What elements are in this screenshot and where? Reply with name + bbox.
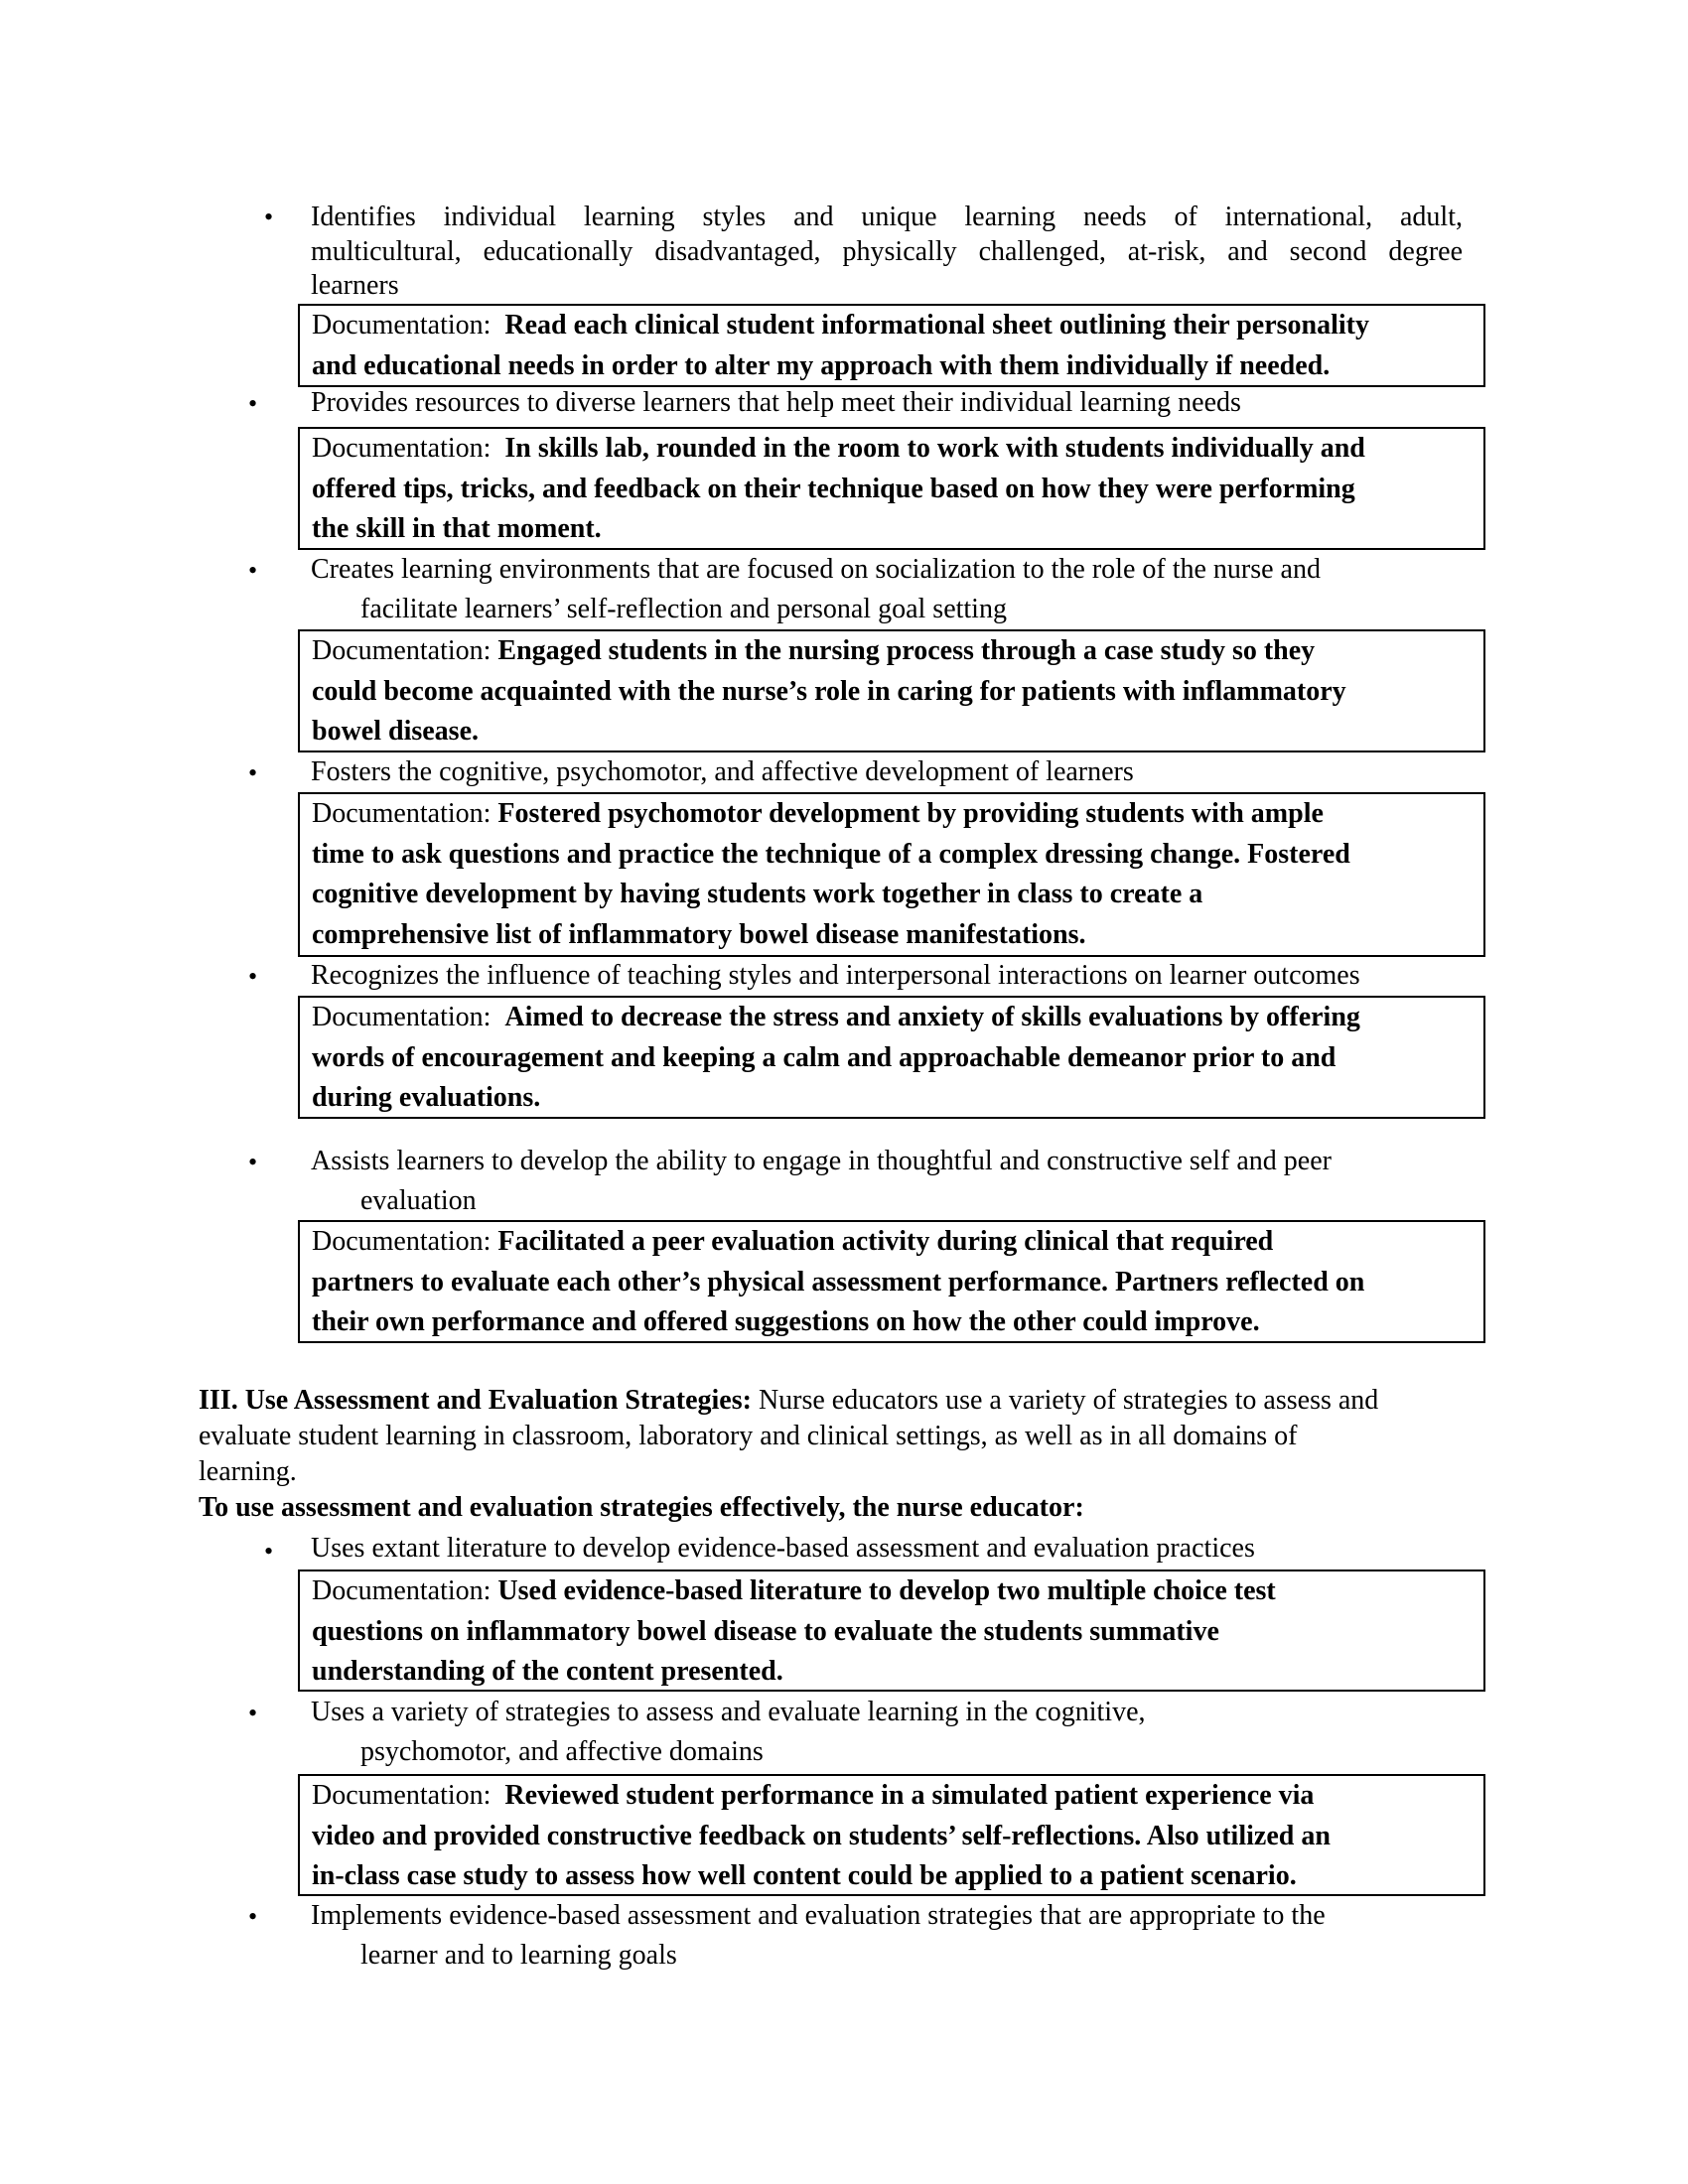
documentation-box bbox=[298, 427, 1485, 550]
documentation-line bbox=[312, 1222, 1483, 1263]
documentation-text: Fostered psychomotor development by providing students with ample bbox=[497, 798, 1324, 829]
documentation-label: Documentation: bbox=[312, 1780, 492, 1811]
criterion-line: psychomotor, and affective domains bbox=[360, 1736, 764, 1767]
criterion-text bbox=[311, 1142, 1332, 1221]
criterion-line: learners bbox=[311, 270, 399, 301]
section-3-intro-line bbox=[199, 1383, 1378, 1419]
bullet-icon: • bbox=[248, 1148, 258, 1176]
documentation-box bbox=[298, 1220, 1485, 1343]
documentation-line: video and provided constructive feedback on students’ self-reflections. Also utilized an bbox=[312, 1820, 1331, 1851]
documentation-label: Documentation: bbox=[312, 310, 492, 341]
criterion-line: Identifies individual learning styles and unique learning needs of international, adult, bbox=[311, 202, 1463, 232]
section-3-intro-line: learning. bbox=[199, 1456, 297, 1487]
documentation-line bbox=[312, 1776, 1483, 1817]
documentation-line: offered tips, tricks, and feedback on their technique based on how they were performing bbox=[312, 473, 1355, 504]
documentation-box bbox=[298, 629, 1485, 752]
criterion-line: Provides resources to diverse learners that help meet their individual learning needs bbox=[311, 387, 1241, 418]
documentation-text: In skills lab, rounded in the room to work with students individually and bbox=[504, 433, 1365, 464]
documentation-line: their own performance and offered suggestions on how the other could improve. bbox=[312, 1306, 1260, 1337]
bullet-icon: • bbox=[248, 389, 258, 418]
documentation-label: Documentation: bbox=[312, 433, 492, 464]
criterion-text bbox=[311, 1693, 1146, 1772]
documentation-line bbox=[312, 631, 1483, 672]
documentation-line: understanding of the content presented. bbox=[312, 1656, 783, 1687]
bullet-icon: • bbox=[248, 556, 258, 585]
section-3-intro bbox=[199, 1383, 1378, 1526]
bullet-icon: • bbox=[248, 1902, 258, 1931]
criterion-line: Uses extant literature to develop evidence-based assessment and evaluation practices bbox=[311, 1533, 1255, 1564]
documentation-box bbox=[298, 304, 1485, 387]
documentation-line: comprehensive list of inflammatory bowel disease manifestations. bbox=[312, 918, 1086, 950]
documentation-label: Documentation: bbox=[312, 1002, 492, 1032]
documentation-line: bowel disease. bbox=[312, 716, 479, 747]
documentation-text: Reviewed student performance in a simulated patient experience via bbox=[504, 1780, 1315, 1811]
criterion-line: multicultural, educationally disadvantaged, physically challenged, at-risk, and second degree bbox=[311, 235, 1463, 267]
documentation-box bbox=[298, 1570, 1485, 1692]
bullet-icon: • bbox=[248, 962, 258, 991]
documentation-line: in-class case study to assess how well content could be applied to a patient scenario. bbox=[312, 1860, 1297, 1891]
criterion-text bbox=[311, 383, 1241, 423]
section-3-intro-line: evaluate student learning in classroom, laboratory and clinical settings, as well as in all domains of bbox=[199, 1421, 1298, 1451]
bullet-icon: • bbox=[248, 1699, 258, 1727]
criterion-line: Uses a variety of strategies to assess and evaluate learning in the cognitive, bbox=[311, 1697, 1146, 1727]
criterion-line: learner and to learning goals bbox=[360, 1940, 677, 1971]
documentation-text: Read each clinical student informational sheet outlining their personality bbox=[504, 310, 1370, 341]
documentation-label: Documentation: bbox=[312, 798, 492, 829]
criterion-line: facilitate learners’ self-reflection and personal goal setting bbox=[360, 594, 1007, 624]
criterion-line: evaluation bbox=[360, 1185, 477, 1216]
section-3-intro-text: Nurse educators use a variety of strategies to assess and bbox=[751, 1385, 1379, 1416]
documentation-line: partners to evaluate each other’s physical assessment performance. Partners reflected on bbox=[312, 1266, 1365, 1297]
documentation-line: time to ask questions and practice the technique of a complex dressing change. Fostered bbox=[312, 838, 1350, 870]
bullet-icon: • bbox=[264, 203, 274, 231]
criterion-line: Recognizes the influence of teaching styles and interpersonal interactions on learner outcomes bbox=[311, 960, 1360, 991]
documentation-line: could become acquainted with the nurse’s role in caring for patients with inflammatory bbox=[312, 675, 1346, 707]
documentation-text: Engaged students in the nursing process through a case study so they bbox=[497, 635, 1316, 666]
documentation-line: words of encouragement and keeping a calm and approachable demeanor prior to and bbox=[312, 1041, 1336, 1073]
bullet-icon: • bbox=[264, 1537, 274, 1566]
documentation-line: the skill in that moment. bbox=[312, 513, 602, 544]
documentation-line bbox=[312, 998, 1483, 1038]
section-3-lead-in: To use assessment and evaluation strategies effectively, the nurse educator: bbox=[199, 1492, 1084, 1523]
documentation-line: during evaluations. bbox=[312, 1082, 541, 1113]
criterion-line: Creates learning environments that are focused on socialization to the role of the nurse and bbox=[311, 554, 1321, 585]
criterion-text bbox=[311, 201, 1463, 304]
documentation-line bbox=[312, 1571, 1483, 1612]
criterion-text bbox=[311, 1896, 1326, 1976]
criterion-text bbox=[311, 752, 1134, 792]
documentation-text: Used evidence-based literature to develop two multiple choice test bbox=[497, 1575, 1276, 1606]
criterion-line: Assists learners to develop the ability to engage in thoughtful and constructive self and peer bbox=[311, 1146, 1332, 1176]
documentation-text: Aimed to decrease the stress and anxiety of skills evaluations by offering bbox=[504, 1002, 1360, 1032]
documentation-line bbox=[312, 429, 1483, 470]
criterion-text bbox=[311, 956, 1360, 996]
documentation-box bbox=[298, 996, 1485, 1119]
documentation-label: Documentation: bbox=[312, 635, 492, 666]
documentation-label: Documentation: bbox=[312, 1226, 492, 1257]
criterion-line: Implements evidence-based assessment and evaluation strategies that are appropriate to the bbox=[311, 1900, 1326, 1931]
bullet-icon: • bbox=[248, 758, 258, 787]
documentation-text: Facilitated a peer evaluation activity during clinical that required bbox=[497, 1226, 1274, 1257]
criterion-text bbox=[311, 1530, 1255, 1568]
documentation-line: cognitive development by having students work together in class to create a bbox=[312, 879, 1203, 909]
documentation-box bbox=[298, 1774, 1485, 1896]
documentation-line: questions on inflammatory bowel disease to evaluate the students summative bbox=[312, 1615, 1219, 1647]
documentation-box bbox=[298, 792, 1485, 957]
criterion-line: Fosters the cognitive, psychomotor, and affective development of learners bbox=[311, 756, 1134, 787]
section-3-heading: III. Use Assessment and Evaluation Strategies: bbox=[199, 1385, 752, 1416]
documentation-line bbox=[312, 794, 1483, 835]
documentation-line: and educational needs in order to alter my approach with them individually if needed. bbox=[312, 349, 1331, 381]
documentation-line bbox=[312, 306, 1483, 346]
documentation-label: Documentation: bbox=[312, 1575, 492, 1606]
criterion-text bbox=[311, 550, 1321, 629]
